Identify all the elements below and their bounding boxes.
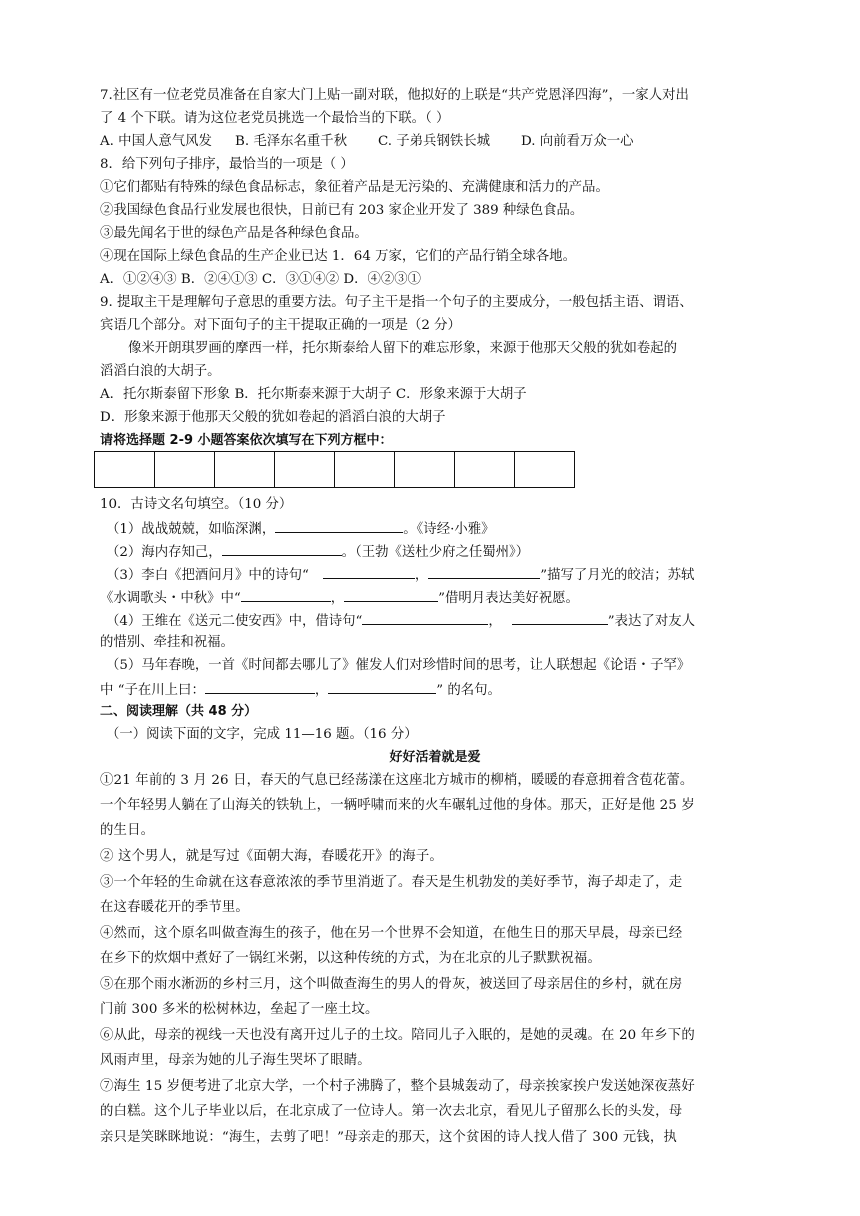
q10-item-4-line2: 的惜别、牵挂和祝福。 [100,635,234,650]
answer-cell-7[interactable] [455,452,515,488]
passage-line: 在乡下的炊烟中煮好了一锅红米粥，以这种传统的方式，为在北京的儿子默默祝福。 [100,951,602,966]
passage-title: 好好活着就是爱 [389,750,481,765]
q8-options: A．①②④③ B．②④①③ C．③①④② D．④②③① [100,272,422,287]
q10-item-3-comma: ， [414,568,429,583]
passage-line: 的生日。 [100,823,155,838]
q10-blank-4b[interactable] [512,610,608,625]
q7-option-a: A. 中国人意气风发 [100,134,212,149]
passage-line: 门前 300 多米的松树林边，垒起了一座土坟。 [100,1002,379,1017]
answer-box-instruction: 请将选择题 2-9 小题答案依次填写在下列方框中： [100,433,393,448]
answer-cell-8[interactable] [515,452,575,488]
q10-blank-3c[interactable] [241,587,331,602]
answer-cell-4[interactable] [275,452,335,488]
q8-sentence-1: ①它们都贴有特殊的绿色食品标志，象征着产品是无污染的、充满健康和活力的产品。 [100,180,609,195]
section-2-part-1: （一）阅读下面的文字，完成 11—16 题。（16 分） [106,727,418,742]
q9-options-abc: A．托尔斯泰留下形象 B．托尔斯泰来源于大胡子 C．形象来源于大胡子 [100,387,527,402]
passage-line: 一个年轻男人躺在了山海关的铁轨上，一辆呼啸而来的火车碾轧过他的身体。那天，正好是他 25 岁 [100,798,695,813]
q7-option-c: C. 子弟兵钢铁长城 [378,134,491,149]
passage-line: ⑥从此，母亲的视线一天也没有离开过儿子的土坟。陪同儿子入眠的，是她的灵魂。在 20 年乡下的 [100,1028,695,1043]
q7-stem-line1: 7.社区有一位老党员准备在自家大门上贴一副对联，他拟好的上联是“共产党恩泽四海”，一家人对出 [100,88,689,103]
q7-stem-line2: 了 4 个下联。请为这位老党员挑选一个最恰当的下联。（ ） [100,111,450,126]
q10-blank-2[interactable] [222,541,342,556]
q10-blank-3d[interactable] [344,587,438,602]
q10-item-1-text: （1）战战兢兢，如临深渊， [106,522,276,537]
q7-option-d: D. 向前看万众一心 [521,134,634,149]
q10-item-4-line1 [106,610,695,632]
passage-line: ② 这个男人，就是写过《面朝大海，春暖花开》的海子。 [100,849,443,864]
q10-item-3-line1 [106,564,694,586]
q7-options [100,132,634,152]
passage-line: 风雨声里，母亲为她的儿子海生哭坏了眼睛。 [100,1053,371,1068]
q8-sentence-2: ②我国绿色食品行业发展也很快，日前已有 203 家企业开发了 389 种绿色食品。 [100,203,584,218]
answer-cell-2[interactable] [155,452,215,488]
q9-stem-line2: 宾语几个部分。对下面句子的主干提取正确的一项是（2 分） [100,318,461,333]
q10-blank-3a[interactable] [323,564,415,579]
q10-item-3-tail: ”描写了月光的皎洁；苏轼 [540,568,695,583]
q10-item-1-source: 。《诗经·小雅》 [403,522,495,537]
answer-cell-1[interactable] [95,452,155,488]
answer-cell-6[interactable] [395,452,455,488]
passage-line: ①21 年前的 3 月 26 日，春天的气息已经荡漾在这座北方城市的柳梢，暖暖的春意拥着含苞花蕾。 [100,773,694,788]
q10-blank-3b[interactable] [428,564,540,579]
q10-item-5-line1: （5）马年春晚，一首《时间都去哪儿了》催发人们对珍惜时间的思考，让人联想起《论语・子罕》 [106,658,691,673]
q7-option-b: B. 毛泽东名重千秋 [235,134,348,149]
passage-line: 的白糕。这个儿子毕业以后，在北京成了一位诗人。第一次去北京，看见儿子留那么长的头发，母 [100,1104,683,1119]
section-2-heading: 二、阅读理解（共 48 分） [100,704,258,719]
q10-item-1 [106,518,495,540]
q10-item-2-text: （2）海内存知己， [106,545,222,560]
q10-item-5-text: 中 “子在川上曰： [100,683,205,698]
answer-cell-5[interactable] [335,452,395,488]
passage-line: 亲只是笑眯眯地说：“海生，去剪了吧！”母亲走的那天，这个贫困的诗人找人借了 300 元钱，执 [100,1130,677,1145]
q9-quote-line2: 滔滔白浪的大胡子。 [100,364,221,379]
q10-item-3-text2: 《水调歌头・中秋》中“ [100,591,241,606]
q10-item-4-tail: ”表达了对友人 [607,614,695,629]
q10-item-3-line2 [100,587,579,609]
q10-blank-1[interactable] [275,518,403,533]
passage-line: ④然而，这个原名叫做查海生的孩子，他在另一个世界不会知道，在他生日的那天早晨，母亲已经 [100,926,683,941]
q10-item-4-text: （4）王维在《送元二使安西》中，借诗句“ [106,614,363,629]
q9-stem-line1: 9. 提取主干是理解句子意思的重要方法。句子主干是指一个句子的主要成分，一般包括主语、谓语、 [100,295,693,310]
q9-option-d: D．形象来源于他那天父般的犹如卷起的滔滔白浪的大胡子 [100,410,446,425]
passage-line: ⑤在那个雨水淅沥的乡村三月，这个叫做查海生的男人的骨灰，被送回了母亲居住的乡村，就在房 [100,977,683,992]
passage-line: 在这春暖花开的季节里。 [100,900,249,915]
q9-quote-line1: 像米开朗琪罗画的摩西一样，托尔斯泰给人留下的难忘形象，来源于他那天父般的犹如卷起的 [128,341,678,356]
answer-cell-3[interactable] [215,452,275,488]
q10-item-2 [106,541,529,563]
q10-item-5-line2 [100,679,501,701]
q8-sentence-4: ④现在国际上绿色食品的生产企业已达 1．64 万家，它们的产品行销全球各地。 [100,249,576,264]
q8-stem: 8．给下列句子排序，最恰当的一项是（ ） [100,157,354,172]
q10-item-3-tail2: ”借明月表达美好祝愿。 [438,591,579,606]
q10-item-3-comma2: ， [330,591,345,606]
q10-stem: 10．古诗文名句填空。（10 分） [100,497,293,512]
q10-blank-4a[interactable] [362,610,488,625]
q10-blank-5b[interactable] [328,679,436,694]
passage-line: ⑦海生 15 岁便考进了北京大学，一个村子沸腾了，整个县城轰动了，母亲挨家挨户发送她深夜蒸好 [100,1079,695,1094]
q10-item-3-text: （3）李白《把酒问月》中的诗句“ [106,568,309,583]
q10-blank-5a[interactable] [205,679,315,694]
q10-item-5-tail: ” 的名句。 [436,683,501,698]
q10-item-5-comma: ， [314,683,329,698]
q10-item-2-source: 。（王勃《送杜少府之任蜀州》） [341,545,530,560]
answer-box-table [94,451,575,488]
passage-line: ③一个年轻的生命就在这春意浓浓的季节里消逝了。春天是生机勃发的美好季节，海子却走了，走 [100,875,683,890]
q10-item-4-comma: ， [488,614,502,629]
q8-sentence-3: ③最先闻名于世的绿色产品是各种绿色食品。 [100,226,368,241]
